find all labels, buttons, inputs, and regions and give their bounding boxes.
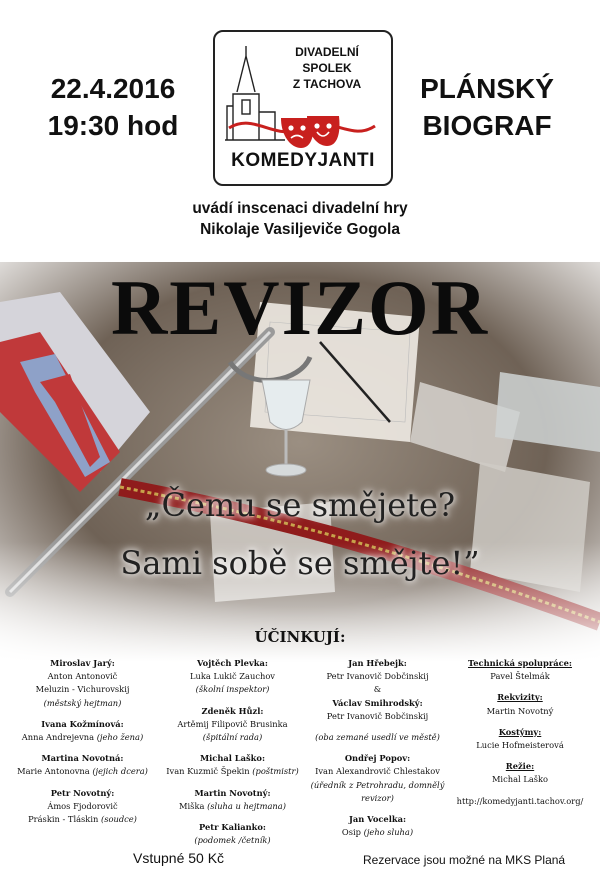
performance-date-time bbox=[28, 70, 198, 144]
role-name: Marie Antonovna bbox=[17, 766, 90, 777]
role-name: Luka Lukič Zauchov bbox=[189, 671, 275, 682]
ampersand: & bbox=[373, 684, 382, 695]
crew-column bbox=[450, 657, 590, 808]
role-name: Ivan Alexandrovič Chlestakov bbox=[315, 766, 440, 777]
role-note: (soudce) bbox=[100, 814, 137, 825]
cast-column-1 bbox=[15, 657, 150, 826]
crew-name: Pavel Štelmák bbox=[490, 671, 550, 682]
crew-name: Michal Laško bbox=[491, 774, 549, 785]
quote-line-2: Sami sobě se smějte!” bbox=[120, 544, 480, 582]
role-name: Anton Antonovič bbox=[47, 671, 118, 682]
venue-line-2: BIOGRAF bbox=[422, 110, 552, 141]
role-note: (jeho sluha) bbox=[363, 827, 414, 838]
actor-name: Zdeněk Hůzl: bbox=[201, 705, 264, 716]
cast-entry bbox=[15, 787, 150, 827]
cast-entry bbox=[160, 787, 305, 813]
crew-heading: Technická spolupráce: bbox=[468, 658, 572, 668]
website-url: http://komedyjanti.tachov.org/ bbox=[456, 795, 584, 806]
role-line bbox=[15, 765, 150, 778]
role-name: Osip bbox=[341, 827, 361, 838]
cast-heading: ÚČINKUJÍ: bbox=[254, 628, 346, 646]
intro-text bbox=[0, 198, 600, 240]
crew-heading: Režie: bbox=[505, 761, 535, 772]
role-note: (podomek /četník) bbox=[194, 835, 271, 846]
role-note: (jeho žena) bbox=[96, 732, 144, 743]
actor-name: Martin Novotný: bbox=[194, 787, 271, 798]
performance-time: 19:30 hod bbox=[47, 110, 179, 141]
venue-line-1: PLÁNSKÝ bbox=[420, 73, 554, 104]
performance-date: 22.4.2016 bbox=[50, 73, 176, 104]
role-note: (špitální rada) bbox=[202, 732, 263, 743]
cast-entry bbox=[15, 718, 150, 744]
play-title: REVIZOR bbox=[110, 264, 490, 351]
cast-entry bbox=[160, 821, 305, 847]
role-name: Miška bbox=[179, 800, 205, 811]
intro-line-2: Nikolaje Vasiljeviče Gogola bbox=[200, 221, 400, 238]
actor-name: Jan Hřebejk: bbox=[348, 658, 407, 668]
role-name-2: Meluzin - Vichurovskij bbox=[35, 684, 130, 695]
actor-name: Jan Vocelka: bbox=[348, 814, 407, 825]
cast-entry bbox=[160, 657, 305, 697]
actor-name: Michal Laško: bbox=[199, 753, 266, 764]
logo-line-2: Z TACHOVA bbox=[292, 77, 362, 91]
cast-entry bbox=[15, 657, 150, 710]
role-note: (poštmistr) bbox=[252, 766, 299, 777]
role-name: Ivan Kuzmič Špekin bbox=[166, 766, 250, 777]
role-note: (školní inspektor) bbox=[195, 684, 270, 695]
actor-name: Ondřej Popov: bbox=[344, 753, 411, 764]
role-note: revizor) bbox=[361, 792, 394, 803]
logo-line-1: DIVADELNÍ SPOLEK bbox=[295, 45, 359, 75]
crew-name: Martin Novotný bbox=[486, 705, 554, 716]
role-note: (sluha u hejtmana) bbox=[207, 800, 286, 811]
crew-name: Lucie Hofmeisterová bbox=[476, 740, 564, 751]
role-name: Anna Andrejevna bbox=[21, 732, 95, 743]
role-note: (oba zemané usedlí ve městě) bbox=[315, 732, 440, 743]
role-note: (úředník z Petrohradu, domnělý bbox=[310, 779, 445, 790]
role-line bbox=[305, 826, 450, 839]
crew-heading: Kostýmy: bbox=[498, 726, 542, 737]
actor-name: Martina Novotná: bbox=[41, 753, 124, 764]
quote-line-1: „Čemu se smějete? bbox=[144, 486, 456, 524]
actor-name: Ivana Kožmínová: bbox=[41, 718, 124, 729]
admission-price: Vstupné 50 Kč bbox=[133, 850, 225, 866]
role-name: Ámos Fjodorovič bbox=[47, 800, 118, 811]
cast-entry bbox=[160, 705, 305, 745]
cast-column-2 bbox=[160, 657, 305, 847]
cast-entry bbox=[160, 752, 305, 778]
actor-name: Vojtěch Plevka: bbox=[197, 658, 268, 668]
role-line bbox=[160, 765, 305, 778]
role-line bbox=[160, 800, 305, 813]
role-name: Petr Ivanovič Dobčinskij bbox=[326, 671, 429, 682]
actor-name: Václav Smihrodský: bbox=[332, 697, 423, 708]
venue bbox=[402, 70, 572, 144]
actor-name: Petr Novotný: bbox=[50, 787, 115, 798]
logo-name: KOMEDYJANTI bbox=[231, 150, 375, 171]
role-note: (jejich dcera) bbox=[92, 766, 148, 777]
cast-entry bbox=[15, 752, 150, 778]
intro-line-1: uvádí inscenaci divadelní hry bbox=[192, 200, 408, 217]
role-name: Artěmij Filipovič Brusinka bbox=[177, 718, 288, 729]
role-note: (městský hejtman) bbox=[43, 697, 122, 708]
role-line bbox=[15, 731, 150, 744]
role-line bbox=[15, 813, 150, 826]
company-logo bbox=[213, 30, 393, 186]
cast-column-3 bbox=[305, 657, 450, 839]
crew-heading: Rekvizity: bbox=[497, 692, 543, 703]
role-name-2: Práskin - Tláskin bbox=[28, 814, 99, 825]
role-name: Petr Ivanovič Bobčinskij bbox=[326, 710, 429, 721]
actor-name: Miroslav Jarý: bbox=[50, 658, 115, 668]
actor-name: Petr Kalianko: bbox=[198, 822, 267, 833]
logo-company-text bbox=[269, 44, 385, 92]
reservation-note: Rezervace jsou možné na MKS Planá bbox=[363, 853, 566, 867]
